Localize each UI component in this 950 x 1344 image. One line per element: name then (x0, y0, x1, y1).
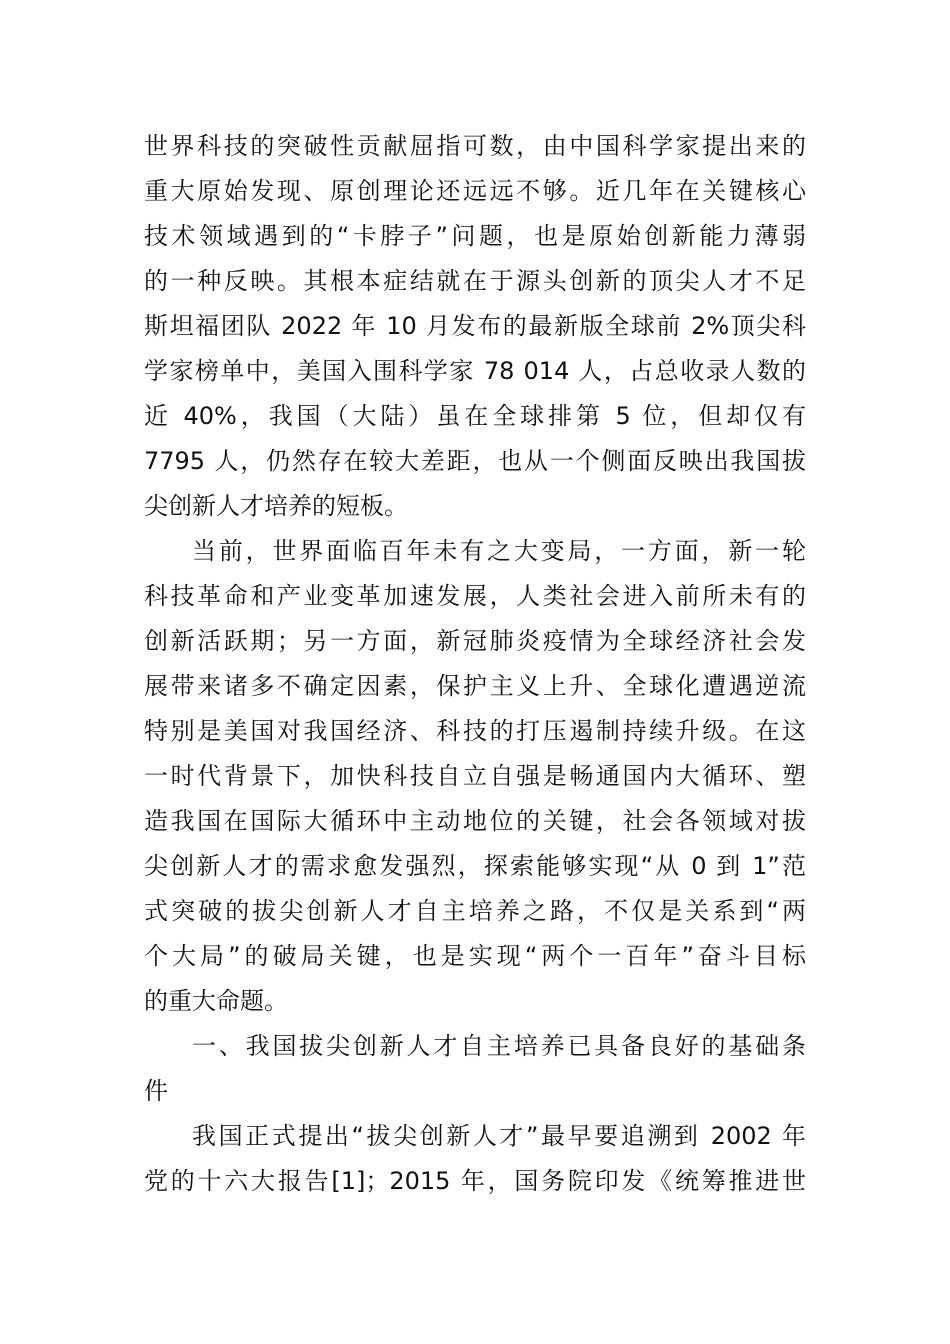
section-heading-1 (144, 1024, 806, 1114)
text-line: 一时代背景下，加快科技自立自强是畅通国内大循环、塑 (144, 762, 806, 790)
heading-line: 件 (144, 1077, 168, 1105)
paragraph-current-situation (144, 529, 806, 1024)
text-line: 斯坦福团队 2022 年 10 月发布的最新版全球前 2%顶尖科 (144, 312, 806, 340)
document-page (144, 124, 806, 1204)
heading-line: 一、我国拔尖创新人才自主培养已具备良好的基础条 (192, 1032, 806, 1060)
text-line: 特别是美国对我国经济、科技的打压遏制持续升级。在这 (144, 717, 806, 745)
text-line: 重大原始发现、原创理论还远远不够。近几年在关键核心 (144, 177, 806, 205)
text-line: 世界科技的突破性贡献屈指可数，由中国科学家提出来的 (144, 132, 806, 160)
text-line: 7795 人，仍然存在较大差距，也从一个侧面反映出我国拔 (144, 447, 806, 475)
text-line: 技术领域遇到的“卡脖子”问题，也是原始创新能力薄弱 (144, 222, 806, 250)
paragraph-talent-gap (144, 124, 806, 529)
text-line: 党的十六大报告[1]；2015 年，国务院印发《统筹推进世 (144, 1167, 806, 1195)
text-line: 我国正式提出“拔尖创新人才”最早要追溯到 2002 年 (192, 1122, 806, 1150)
text-line: 造我国在国际大循环中主动地位的关键，社会各领域对拔 (144, 807, 806, 835)
text-line: 学家榜单中，美国入围科学家 78 014 人，占总收录人数的 (144, 357, 806, 385)
text-line: 的重大命题。 (144, 987, 288, 1015)
text-line: 创新活跃期；另一方面，新冠肺炎疫情为全球经济社会发 (144, 627, 806, 655)
text-line: 展带来诸多不确定因素，保护主义上升、全球化遭遇逆流 (144, 672, 806, 700)
text-line: 当前，世界面临百年未有之大变局，一方面，新一轮 (192, 537, 806, 565)
text-line: 科技革命和产业变革加速发展，人类社会进入前所未有的 (144, 582, 806, 610)
text-line: 尖创新人才的需求愈发强烈，探索能够实现“从 0 到 1”范 (144, 852, 806, 880)
text-line: 个大局”的破局关键，也是实现“两个一百年”奋斗目标 (144, 942, 806, 970)
text-line: 式突破的拔尖创新人才自主培养之路，不仅是关系到“两 (144, 897, 806, 925)
paragraph-history (144, 1114, 806, 1204)
text-line: 尖创新人才培养的短板。 (144, 492, 408, 520)
text-line: 近 40%，我国（大陆）虽在全球排第 5 位，但却仅有 (144, 402, 806, 430)
text-line: 的一种反映。其根本症结就在于源头创新的顶尖人才不足 (144, 267, 806, 295)
